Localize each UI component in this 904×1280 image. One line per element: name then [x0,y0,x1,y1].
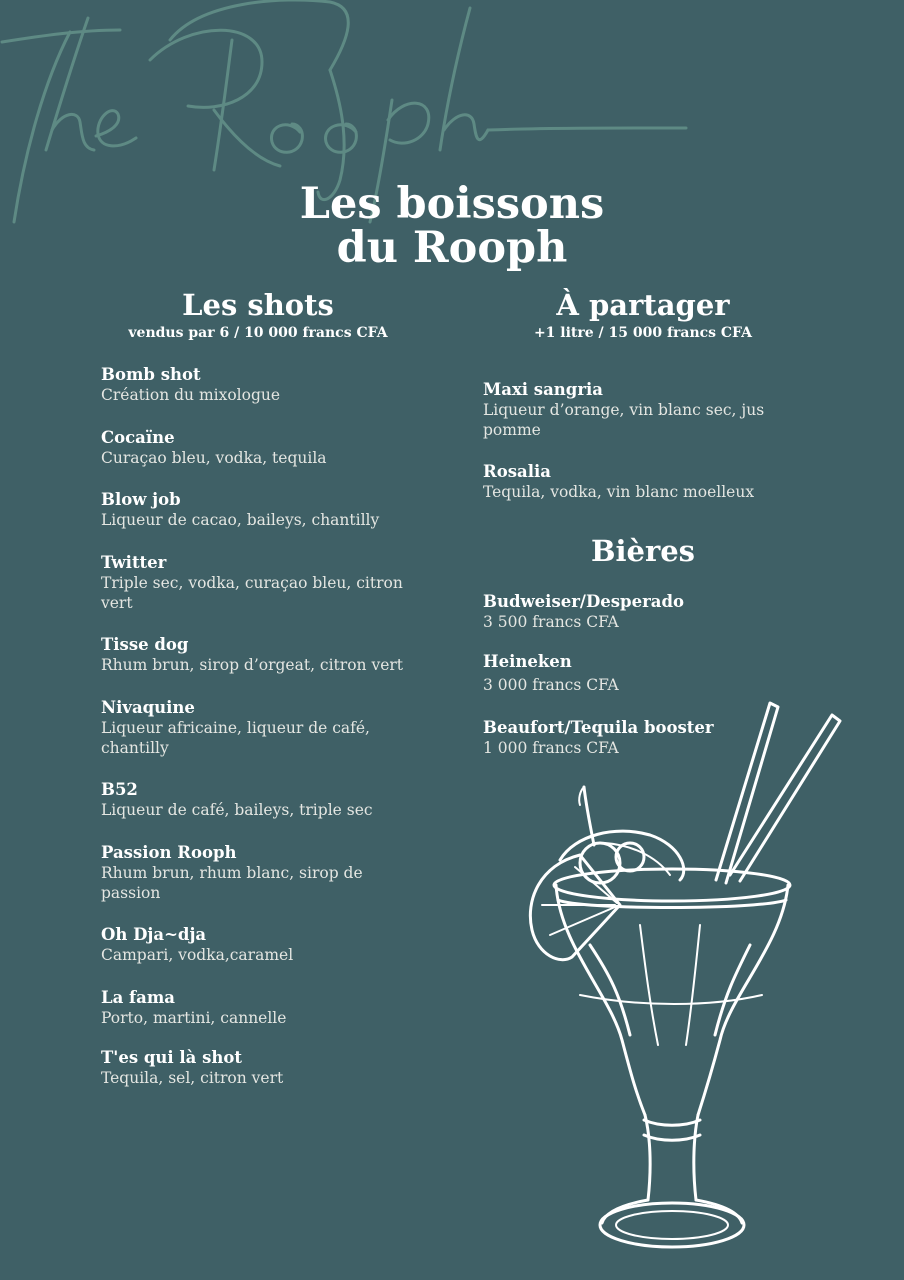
item-desc: Tequila, vodka, vin blanc moelleux [483,483,755,501]
page-title-line2: du Rooph [336,223,568,273]
shot-item [101,635,421,675]
item-name: Tisse dog [101,635,189,654]
shot-item [101,365,421,405]
item-desc: Liqueur africaine, liqueur de café, chantilly [101,719,370,757]
shot-item [101,843,391,903]
item-name: Heineken [483,652,572,671]
shot-item [101,428,421,468]
shot-item [101,780,421,820]
item-desc: 3 500 francs CFA [483,613,619,631]
item-desc: Campari, vodka,caramel [101,946,294,964]
shots-subtitle: vendus par 6 / 10 000 francs CFA [128,325,388,341]
item-name: Oh Dja~dja [101,925,207,944]
shot-item [101,988,421,1028]
share-subtitle: +1 litre / 15 000 francs CFA [533,325,753,341]
item-desc: Tequila, sel, citron vert [101,1069,284,1087]
beer-item [483,652,803,695]
cocktail-glass-icon [520,695,850,1265]
item-desc: 3 000 francs CFA [483,676,619,694]
item-name: B52 [101,780,138,799]
shot-item [101,490,421,530]
item-desc: Porto, martini, cannelle [101,1009,287,1027]
shot-item [101,925,421,965]
item-name: La fama [101,988,175,1007]
item-desc: Curaçao bleu, vodka, tequila [101,449,327,467]
page-title-line1: Les boissons [299,179,605,229]
item-desc: Création du mixologue [101,386,281,404]
share-item [483,462,803,502]
item-desc: Liqueur de café, baileys, triple sec [101,801,373,819]
item-name: Maxi sangria [483,380,603,399]
share-item [483,380,773,440]
item-name: Budweiser/Desperado [483,592,685,611]
item-desc: 1 000 francs CFA [483,739,619,757]
item-name: Blow job [101,490,181,509]
item-name: Beaufort/Tequila booster [483,718,714,737]
share-title: À partager [556,288,730,322]
item-name: Rosalia [483,462,551,481]
shot-item [101,698,401,758]
beers-title: Bières [590,534,696,568]
item-name: Bomb shot [101,365,201,384]
item-desc: Rhum brun, sirop d’orgeat, citron vert [101,656,404,674]
item-desc: Liqueur d’orange, vin blanc sec, jus pomme [483,401,765,439]
shots-title: Les shots [182,288,334,322]
beer-item [483,592,803,632]
item-desc: Triple sec, vodka, curaçao bleu, citron vert [101,574,403,612]
item-name: Twitter [101,553,167,572]
item-desc: Rhum brun, rhum blanc, sirop de passion [101,864,363,902]
item-name: T'es qui là shot [101,1048,243,1067]
shot-item [101,1048,421,1088]
item-name: Passion Rooph [101,843,237,862]
item-name: Nivaquine [101,698,195,717]
item-name: Cocaïne [101,428,175,447]
shot-item [101,553,411,613]
item-desc: Liqueur de cacao, baileys, chantilly [101,511,380,529]
